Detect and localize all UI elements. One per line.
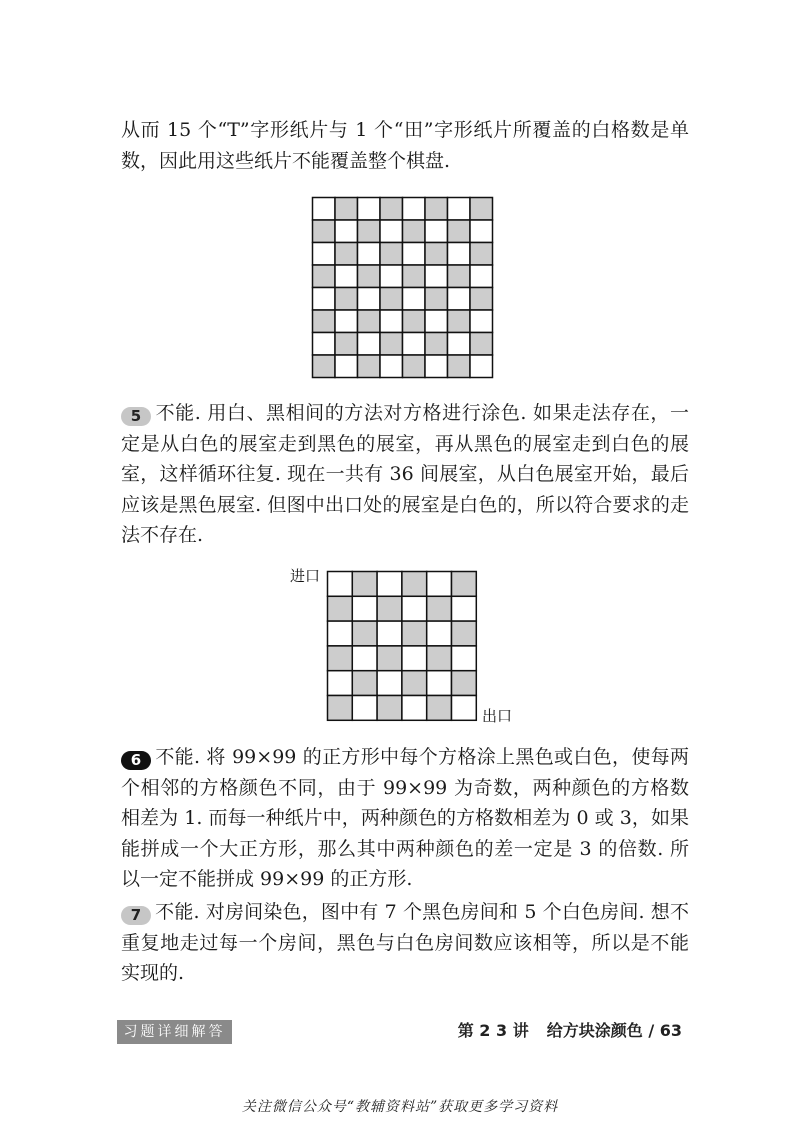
answer-7-number-badge: 7: [121, 906, 151, 925]
shaded-cell: [402, 671, 427, 696]
white-cell: [377, 671, 402, 696]
white-cell: [380, 220, 403, 243]
white-cell: [470, 265, 493, 288]
shaded-cell: [358, 310, 381, 333]
shaded-cell: [352, 572, 377, 597]
shaded-cell: [470, 288, 493, 311]
shaded-cell: [328, 646, 353, 671]
white-cell: [313, 333, 336, 356]
shaded-cell: [313, 355, 336, 378]
answer-7-paragraph: [121, 897, 689, 989]
white-cell: [358, 288, 381, 311]
shaded-cell: [425, 243, 448, 266]
white-cell: [425, 220, 448, 243]
shaded-cell: [448, 355, 471, 378]
white-cell: [358, 198, 381, 221]
shaded-cell: [427, 696, 452, 721]
white-cell: [452, 646, 477, 671]
answer-5-paragraph: [121, 398, 689, 551]
shaded-cell: [380, 288, 403, 311]
shaded-cell: [377, 646, 402, 671]
white-cell: [335, 355, 358, 378]
shaded-cell: [448, 265, 471, 288]
white-cell: [427, 671, 452, 696]
white-cell: [328, 671, 353, 696]
answer-6-paragraph: [121, 742, 689, 895]
exit-label: 出口: [482, 707, 513, 725]
white-cell: [403, 198, 426, 221]
shaded-cell: [403, 265, 426, 288]
shaded-cell: [470, 333, 493, 356]
white-cell: [313, 198, 336, 221]
white-cell: [380, 310, 403, 333]
shaded-cell: [352, 671, 377, 696]
intro-paragraph: [121, 115, 689, 176]
white-cell: [402, 646, 427, 671]
white-cell: [452, 596, 477, 621]
checkerboard-8x8: [311, 196, 494, 379]
white-cell: [352, 596, 377, 621]
entrance-label: 进口: [290, 567, 321, 585]
white-cell: [403, 288, 426, 311]
answer-6-text: 不能. 将 99×99 的正方形中每个方格涂上黑色或白色，使每两个相邻的方格颜色不同，由于 99×99 为奇数，两种颜色的方格数相差为 1. 而每一种纸片中，两种颜色的方格数相差为 0 或 3，如果能拼成一个大正方形，那么其中两种颜色的差一定是 3 的倍数. 所以一定不能拼成 99×99 的正方形.: [121, 746, 689, 890]
shaded-cell: [425, 288, 448, 311]
white-cell: [470, 220, 493, 243]
lecture-number: 第 2 3 讲: [457, 1021, 529, 1040]
shaded-cell: [470, 198, 493, 221]
white-cell: [358, 333, 381, 356]
shaded-cell: [448, 310, 471, 333]
white-cell: [448, 333, 471, 356]
shaded-cell: [452, 572, 477, 597]
answer-7-text: 不能. 对房间染色，图中有 7 个黑色房间和 5 个白色房间. 想不重复地走过每一个房间，黑色与白色房间数应该相等，所以是不能实现的.: [121, 901, 689, 984]
white-cell: [377, 572, 402, 597]
shaded-cell: [452, 621, 477, 646]
shaded-cell: [380, 198, 403, 221]
answer-6-number-badge: 6: [121, 751, 151, 770]
shaded-cell: [352, 621, 377, 646]
white-cell: [427, 621, 452, 646]
white-cell: [335, 220, 358, 243]
page-number: / 63: [648, 1021, 682, 1040]
white-cell: [328, 572, 353, 597]
answer-5-number-badge: 5: [121, 407, 151, 426]
shaded-cell: [358, 355, 381, 378]
white-cell: [470, 310, 493, 333]
white-cell: [380, 265, 403, 288]
white-cell: [380, 355, 403, 378]
white-cell: [425, 310, 448, 333]
shaded-cell: [403, 220, 426, 243]
shaded-cell: [377, 596, 402, 621]
shaded-cell: [402, 621, 427, 646]
shaded-cell: [313, 220, 336, 243]
shaded-cell: [335, 243, 358, 266]
shaded-cell: [313, 310, 336, 333]
white-cell: [313, 288, 336, 311]
white-cell: [402, 596, 427, 621]
shaded-cell: [377, 696, 402, 721]
shaded-cell: [380, 243, 403, 266]
running-footer: [458, 1018, 682, 1041]
exhibition-grid-6x6: [326, 570, 478, 722]
white-cell: [328, 621, 353, 646]
shaded-cell: [452, 671, 477, 696]
shaded-cell: [313, 265, 336, 288]
shaded-cell: [403, 310, 426, 333]
shaded-cell: [328, 596, 353, 621]
white-cell: [402, 696, 427, 721]
shaded-cell: [448, 220, 471, 243]
white-cell: [403, 333, 426, 356]
shaded-cell: [335, 198, 358, 221]
white-cell: [448, 288, 471, 311]
section-tag: 习题详细解答: [117, 1020, 232, 1044]
white-cell: [470, 355, 493, 378]
shaded-cell: [427, 596, 452, 621]
shaded-cell: [425, 198, 448, 221]
intro-text: 从而 15 个“T”字形纸片与 1 个“田”字形纸片所覆盖的白格数是单数，因此用这些纸片不能覆盖整个棋盘.: [121, 119, 689, 172]
white-cell: [425, 355, 448, 378]
white-cell: [452, 696, 477, 721]
shaded-cell: [425, 333, 448, 356]
white-cell: [335, 310, 358, 333]
shaded-cell: [335, 333, 358, 356]
answer-5-text: 不能. 用白、黑相间的方法对方格进行涂色. 如果走法存在，一定是从白色的展室走到黑色的展室，再从黑色的展室走到白色的展室，这样循环往复. 现在一共有 36 间展室，从白色展室开始，最后应该是黑色展室. 但图中出口处的展室是白色的，所以符合要求的走法不存在.: [121, 402, 689, 546]
white-cell: [427, 572, 452, 597]
white-cell: [448, 198, 471, 221]
shaded-cell: [402, 572, 427, 597]
shaded-cell: [358, 265, 381, 288]
white-cell: [403, 243, 426, 266]
shaded-cell: [470, 243, 493, 266]
white-cell: [352, 696, 377, 721]
shaded-cell: [335, 288, 358, 311]
white-cell: [358, 243, 381, 266]
white-cell: [352, 646, 377, 671]
shaded-cell: [403, 355, 426, 378]
white-cell: [335, 265, 358, 288]
lecture-title: 给方块涂颜色: [546, 1021, 643, 1040]
shaded-cell: [358, 220, 381, 243]
shaded-cell: [380, 333, 403, 356]
white-cell: [448, 243, 471, 266]
shaded-cell: [427, 646, 452, 671]
white-cell: [377, 621, 402, 646]
white-cell: [313, 243, 336, 266]
bottom-promo-note: 关注微信公众号“教辅资料站”获取更多学习资料: [241, 1099, 559, 1115]
shaded-cell: [328, 696, 353, 721]
white-cell: [425, 265, 448, 288]
